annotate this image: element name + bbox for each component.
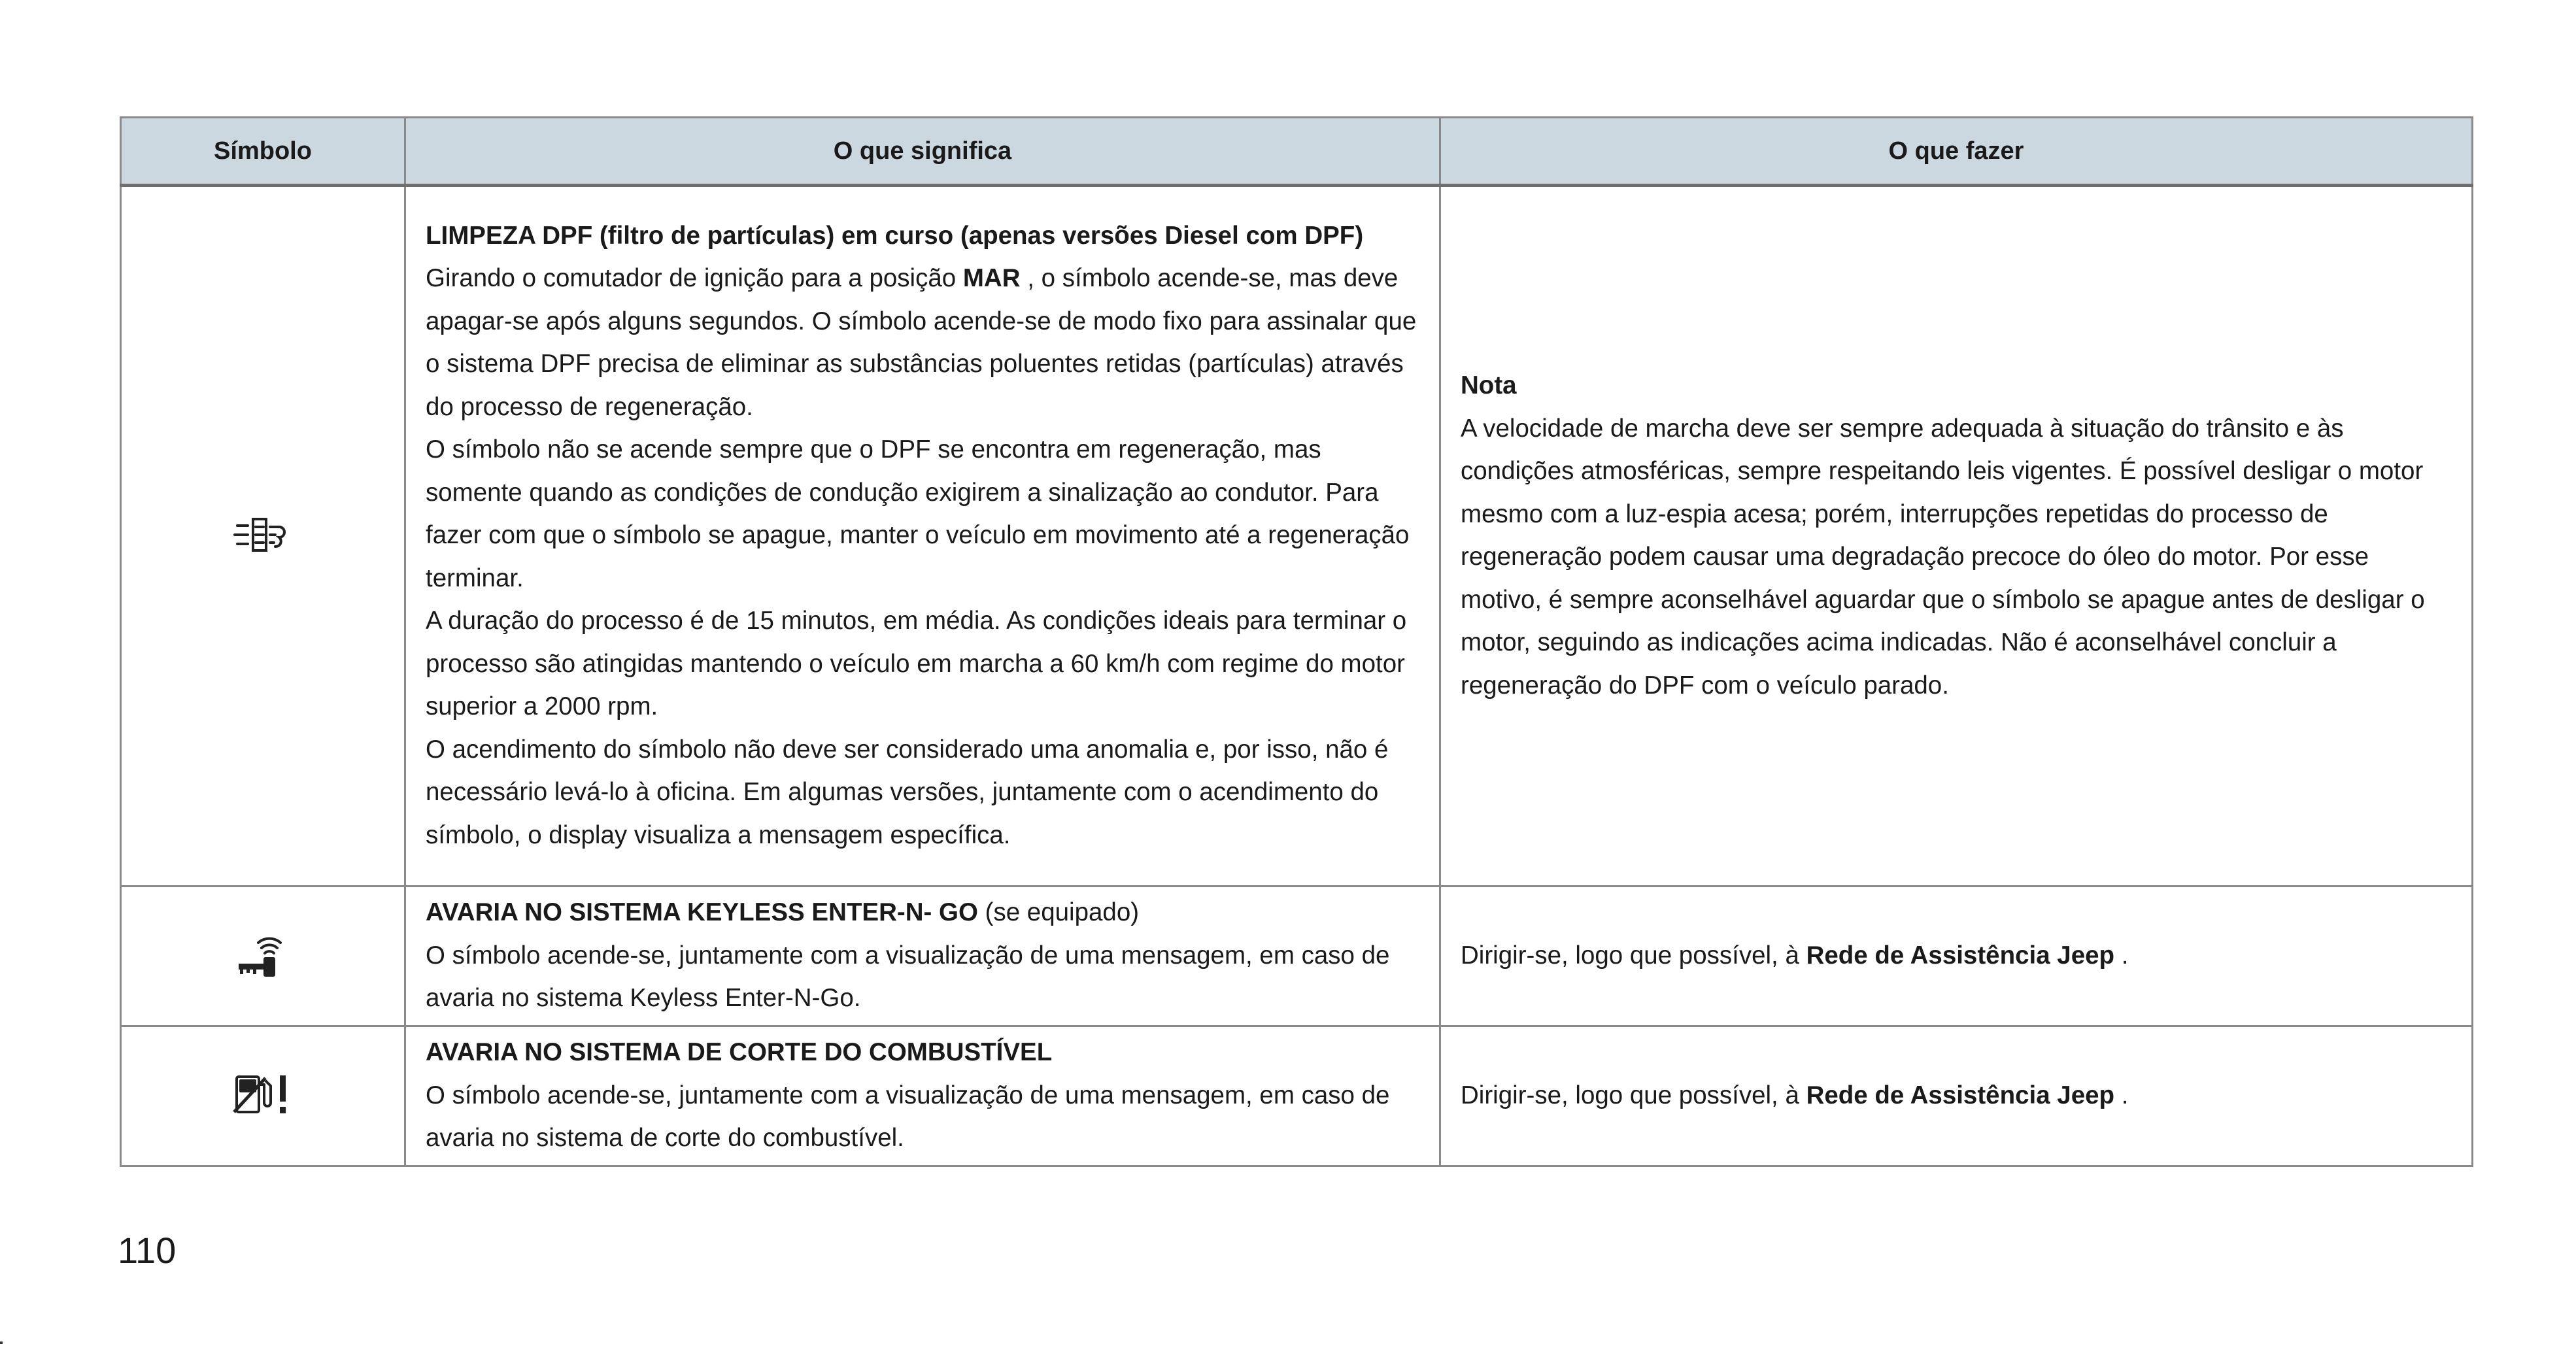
action-cell [1440,186,2473,886]
keyless-action: Dirigir-se, logo que possível, à Rede de Assistência Jeep . [1461,941,2129,970]
keyless-key-icon [233,928,292,984]
dpf-title: LIMPEZA DPF (filtro de partículas) em curso (apenas versões Diesel com DPF) [426,221,1364,250]
table-row [121,1026,2473,1166]
action-cell [1440,886,2473,1026]
table-row [121,886,2473,1026]
table-header-row [121,118,2473,186]
meaning-cell [405,886,1440,1026]
symbol-cell [121,886,405,1026]
table-row [121,186,2473,886]
symbol-cell [121,186,405,886]
action-cell [1440,1026,2473,1166]
meaning-cell [405,186,1440,886]
note-text: A velocidade de marcha deve ser sempre adequada à situação do trânsito e às condições atmosféricas, sempre respeitando leis vigentes. É possível desligar o motor mesmo com a luz-espia acesa; porém, interrupções repetidas do processo de regeneração podem causar uma degradação precoce do óleo do motor. Por esse motivo, é sempre aconselhável aguardar que o símbolo se apague antes de desligar o motor, seguindo as indicações acima indicadas. Não é aconselhável concluir a regeneração do DPF com o veículo parado. [1461,414,2425,700]
header-meaning: O que significa [405,118,1440,186]
fuel-text: O símbolo acende-se, juntamente com a visualização de uma mensagem, em caso de avaria no sistema de corte do combustível. [426,1081,1390,1152]
header-symbol: Símbolo [121,118,405,186]
dpf-paragraph-2: O símbolo não se acende sempre que o DPF se encontra em regeneração, mas somente quando as condições de condução exigirem a sinalização ao condutor. Para fazer com que o símbolo se apague, manter o veículo em movimento até a regeneração terminar. [426,435,1410,592]
fuel-cutoff-warning-icon [231,1072,294,1121]
dpf-paragraph-1: Girando o comutador de ignição para a posição MAR , o símbolo acende-se, mas deve apagar-se após alguns segundos. O símbolo acende-se de modo fixo para assinalar que o sistema DPF precisa de eliminar as substâncias poluentes retidas (partículas) através do processo de regeneração. [426,264,1417,421]
fuel-action: Dirigir-se, logo que possível, à Rede de Assistência Jeep . [1461,1081,2129,1109]
meaning-cell [405,1026,1440,1166]
fuel-title: AVARIA NO SISTEMA DE CORTE DO COMBUSTÍVEL [426,1038,1053,1066]
header-action: O que fazer [1440,118,2473,186]
corner-mark [0,1342,3,1344]
page-number: 110 [118,1230,177,1271]
note-title: Nota [1461,371,1517,399]
dpf-paragraph-3: A duração do processo é de 15 minutos, em média. As condições ideais para terminar o processo são atingidas mantendo o veículo em marcha a 60 km/h com regime do motor superior a 2000 rpm. [426,607,1407,721]
symbol-cell [121,1026,405,1166]
keyless-text: O símbolo acende-se, juntamente com a visualização de uma mensagem, em caso de avaria no sistema Keyless Enter-N-Go. [426,941,1390,1013]
warning-lights-table [120,116,2473,1167]
dpf-filter-icon [233,515,292,558]
keyless-title: AVARIA NO SISTEMA KEYLESS ENTER-N- GO (se equipado) [426,898,1140,927]
dpf-paragraph-4: O acendimento do símbolo não deve ser considerado uma anomalia e, por isso, não é necessário levá-lo à oficina. Em algumas versões, juntamente com o acendimento do símbolo, o display visualiza a mensagem específica. [426,735,1389,849]
